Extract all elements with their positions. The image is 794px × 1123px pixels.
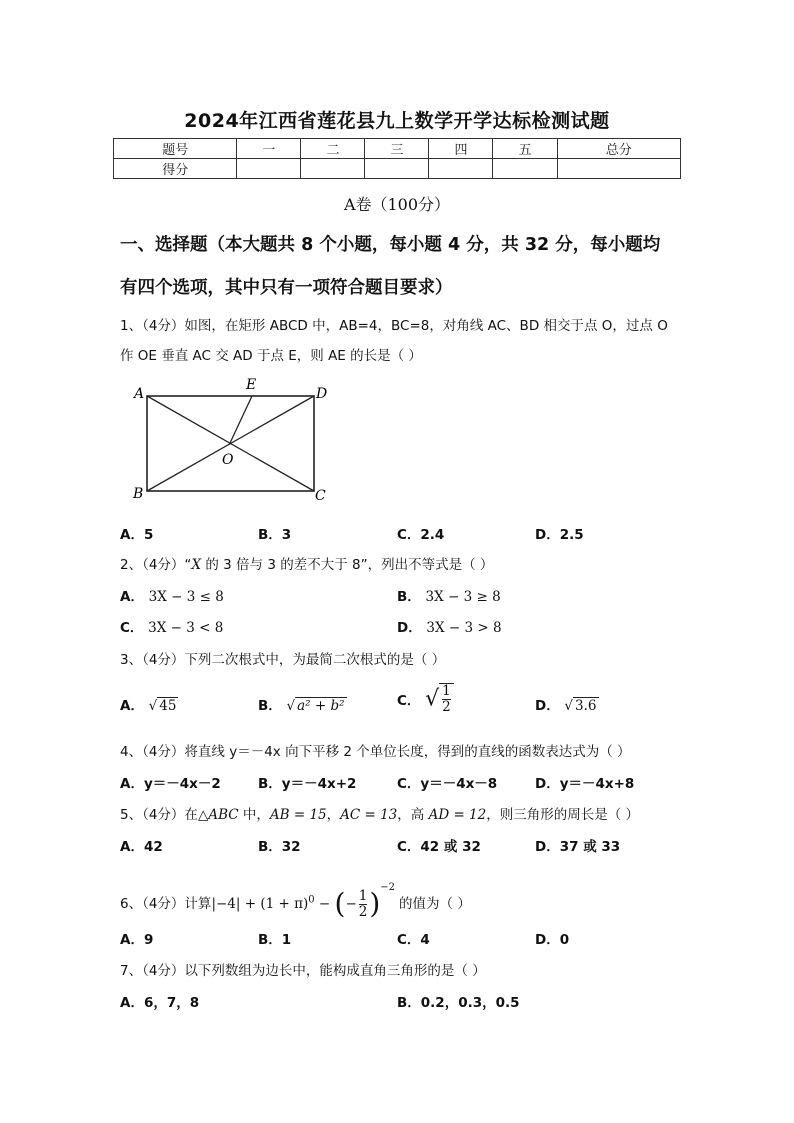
score-cell: 一 xyxy=(237,139,301,159)
q6-option-b[interactable]: B．1 xyxy=(258,932,292,948)
q6-plus: + xyxy=(240,896,261,912)
q1-option-d[interactable]: D．2.5 xyxy=(535,527,584,543)
q2-option-b-expr: 3X − 3 ≥ 8 xyxy=(425,589,501,605)
q4-option-a[interactable]: A．y＝－4x－2 xyxy=(120,776,221,792)
score-cell: 五 xyxy=(493,139,557,159)
q6-fraction-sign: − xyxy=(345,896,357,912)
q1-option-a[interactable]: A．5 xyxy=(120,527,154,543)
q3-option-d[interactable] xyxy=(535,694,599,714)
q7-option-b[interactable]: B．0.2，0.3，0.5 xyxy=(397,995,520,1011)
q2-option-d-expr: 3X − 3 > 8 xyxy=(426,620,502,636)
q2-option-a[interactable] xyxy=(120,585,224,605)
q6-minus: − xyxy=(314,896,335,912)
q7-stem: 7、（4分）以下列数组为边长中，能构成直角三角形的是（ ） xyxy=(120,963,486,979)
q2-option-b-label: B． xyxy=(397,589,421,605)
score-table-score-row xyxy=(114,159,681,179)
q6-fraction xyxy=(357,889,370,920)
q2-option-b[interactable] xyxy=(397,585,501,605)
q4-option-c[interactable]: C．y＝－4x－8 xyxy=(397,776,498,792)
q5-option-a[interactable]: A．42 xyxy=(120,839,163,855)
section-1-title-line2: 有四个选项，其中只有一项符合题目要求） xyxy=(120,278,453,298)
q6-absolute-value: |−4| xyxy=(211,896,241,912)
q6-left-paren: ( xyxy=(334,887,346,920)
label-a: A xyxy=(134,386,145,402)
q2-prefix: 2、（4分）“ xyxy=(120,557,192,573)
score-cell: 得分 xyxy=(114,159,237,179)
q2-option-c-label: C． xyxy=(120,620,144,636)
score-input-cell[interactable] xyxy=(365,159,429,179)
q3-option-d-radicand: 3.6 xyxy=(575,698,597,714)
q5-ac: AC = 13 xyxy=(340,807,398,823)
q5-text: ，高 xyxy=(397,807,429,823)
q6-pi-term: (1 + π) xyxy=(260,896,309,912)
q3-stem: 3、（4分）下列二次根式中，为最简二次根式的是（ ） xyxy=(120,652,446,668)
q1-rectangle-figure xyxy=(130,372,340,507)
q5-text: ， xyxy=(326,807,341,823)
q2-option-c-expr: 3X − 3 < 8 xyxy=(148,620,224,636)
q3-option-b-label: B． xyxy=(258,698,282,714)
score-cell: 四 xyxy=(429,139,493,159)
q1-option-b[interactable]: B．3 xyxy=(258,527,292,543)
q7-option-a[interactable]: A．6，7，8 xyxy=(120,995,200,1011)
q1-option-c[interactable]: C．2.4 xyxy=(397,527,445,543)
q6-fraction-numerator: 1 xyxy=(358,887,368,904)
score-table xyxy=(113,138,681,179)
q6-option-c[interactable]: C．4 xyxy=(397,932,430,948)
q5-text: 中， xyxy=(238,807,270,823)
q3-option-c-numerator: 1 xyxy=(442,683,451,699)
q3-option-c-label: C． xyxy=(397,693,421,709)
q3-option-c[interactable] xyxy=(397,683,454,715)
score-cell: 题号 xyxy=(114,139,237,159)
q5-suffix: ，则三角形的周长是（ ） xyxy=(486,807,640,823)
q5-prefix: 5、（4分）在 xyxy=(120,807,198,823)
q2-stem xyxy=(120,553,493,573)
label-e: E xyxy=(246,377,257,393)
q6-prefix: 6、（4分）计算 xyxy=(120,896,212,912)
q2-option-d[interactable] xyxy=(397,616,502,636)
label-b: B xyxy=(133,486,144,502)
q6-right-paren: ) xyxy=(369,887,381,920)
score-input-cell[interactable] xyxy=(301,159,365,179)
q3-option-b-radicand: a² + b² xyxy=(297,698,345,714)
q2-suffix: 的 3 倍与 3 的差不大于 8”，列出不等式是（ ） xyxy=(201,557,494,573)
q3-option-a[interactable] xyxy=(120,694,178,714)
q3-option-a-label: A． xyxy=(120,698,144,714)
sqrt-symbol: √ xyxy=(148,698,158,714)
q6-option-a[interactable]: A．9 xyxy=(120,932,154,948)
q2-option-d-label: D． xyxy=(397,620,422,636)
q4-stem: 4、（4分）将直线 y＝－4x 向下平移 2 个单位长度，得到的直线的函数表达式为（ ） xyxy=(120,744,631,760)
score-cell: 二 xyxy=(301,139,365,159)
q6-suffix: 的值为（ ） xyxy=(399,896,471,912)
q3-option-d-label: D． xyxy=(535,698,560,714)
score-cell: 三 xyxy=(365,139,429,159)
sqrt-symbol: √ xyxy=(564,698,574,714)
q4-option-b[interactable]: B．y＝－4x+2 xyxy=(258,776,357,792)
q3-option-c-fraction xyxy=(439,683,454,715)
score-input-cell[interactable] xyxy=(493,159,557,179)
q5-option-c[interactable]: C．42 或 32 xyxy=(397,839,481,855)
q6-fraction-exponent: −2 xyxy=(380,882,396,893)
score-table-header-row xyxy=(114,139,681,159)
q5-option-b[interactable]: B．32 xyxy=(258,839,301,855)
q5-triangle: △ABC xyxy=(197,807,239,823)
q3-option-a-radicand: 45 xyxy=(159,698,177,714)
score-input-cell[interactable] xyxy=(237,159,301,179)
label-c: C xyxy=(315,488,326,504)
q6-option-d[interactable]: D．0 xyxy=(535,932,570,948)
score-input-cell[interactable] xyxy=(557,159,681,179)
label-d: D xyxy=(316,386,328,402)
segment-oe xyxy=(230,396,252,443)
page-title: 2024年江西省莲花县九上数学开学达标检测试题 xyxy=(184,110,610,132)
section-a-heading: A卷（100分） xyxy=(343,195,451,214)
q5-ad: AD = 12 xyxy=(428,807,487,823)
q3-option-b[interactable] xyxy=(258,694,347,714)
q6-stem xyxy=(120,870,471,920)
q6-pi-exponent: 0 xyxy=(308,894,315,906)
q2-variable: X xyxy=(191,557,202,573)
q2-option-a-expr: 3X − 3 ≤ 8 xyxy=(148,589,224,605)
q5-stem xyxy=(120,803,639,823)
q1-stem-line2: 作 OE 垂直 AC 交 AD 于点 E，则 AE 的长是（ ） xyxy=(120,348,422,364)
q5-option-d[interactable]: D．37 或 33 xyxy=(535,839,621,855)
q2-option-c[interactable] xyxy=(120,616,223,636)
q5-ab: AB = 15 xyxy=(269,807,327,823)
q1-stem-line1: 1、（4分）如图，在矩形 ABCD 中，AB=4，BC=8，对角线 AC、BD 相交于点 O，过点 O xyxy=(120,318,668,334)
q2-option-a-label: A． xyxy=(120,589,144,605)
sqrt-symbol: √ xyxy=(425,686,440,712)
sqrt-symbol: √ xyxy=(286,698,296,714)
q6-fraction-denominator: 2 xyxy=(358,903,368,920)
q4-option-d[interactable]: D．y＝－4x+8 xyxy=(535,776,635,792)
score-input-cell[interactable] xyxy=(429,159,493,179)
q3-option-c-denominator: 2 xyxy=(442,699,451,715)
score-cell: 总分 xyxy=(557,139,681,159)
section-1-title-line1: 一、选择题（本大题共 8 个小题，每小题 4 分，共 32 分，每小题均 xyxy=(120,235,661,255)
label-o: O xyxy=(222,452,234,468)
section-1-title xyxy=(120,224,690,310)
